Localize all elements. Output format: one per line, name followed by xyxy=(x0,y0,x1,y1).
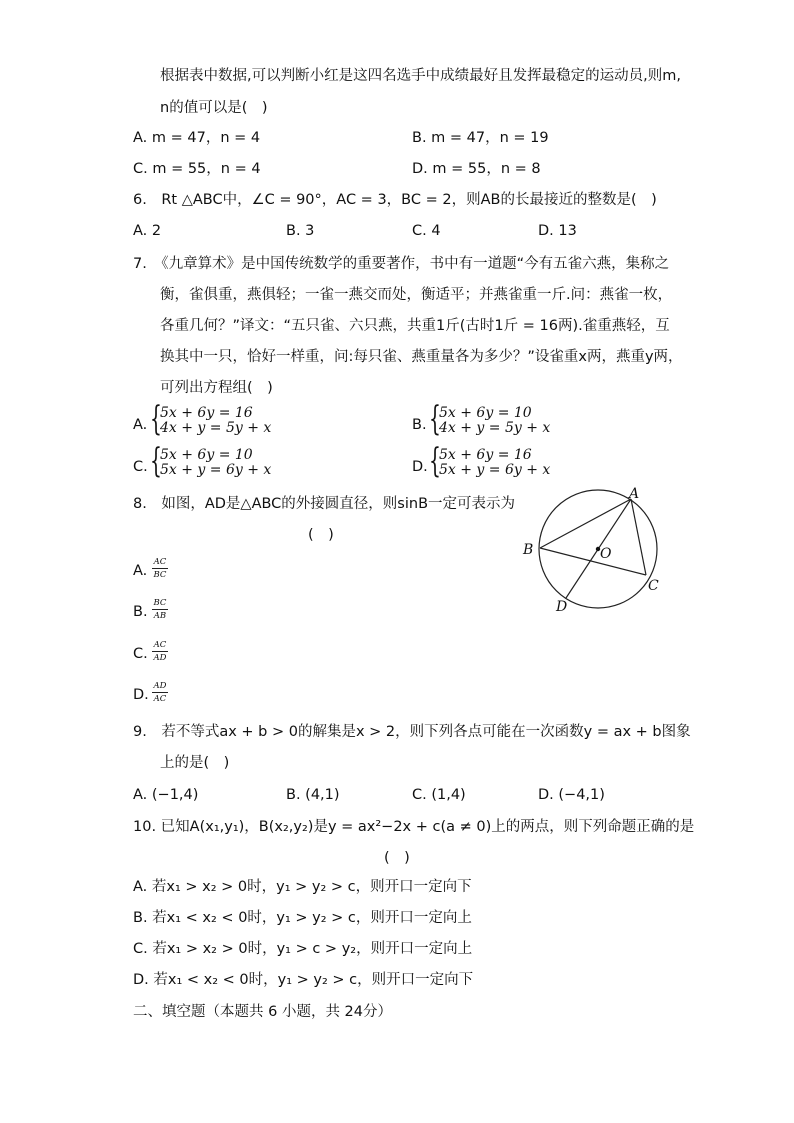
q7-line4: 换其中一只，恰好一样重，问:每只雀、燕重量各为多少？”设雀重x两，燕重y两， xyxy=(160,349,683,365)
q8-option-d-fraction xyxy=(152,681,168,704)
q7-option-b-label: B. xyxy=(412,417,427,433)
q10-option-b: B. 若x₁ < x₂ < 0时，y₁ > y₂ > c，则开口一定向上 xyxy=(133,910,472,926)
label-a: A xyxy=(629,486,640,502)
q7-line1: 7. 《九章算术》是中国传统数学的重要著作，书中有一道题“今有五雀六燕，集称之 xyxy=(133,256,670,272)
q8-option-b-label: B. xyxy=(133,604,148,620)
q9-line2: 上的是( ) xyxy=(160,755,230,771)
q8-option-b-fraction xyxy=(152,598,168,621)
q6-text: 6. Rt △ABC中，∠C = 90°，AC = 3，BC = 2，则AB的长最接近的整数是( ) xyxy=(133,192,657,208)
equation: 5x + y = 6y + x xyxy=(439,462,551,478)
brace-icon: { xyxy=(429,441,441,481)
equation: 5x + 6y = 10 xyxy=(439,405,532,421)
q5-line1: 根据表中数据,可以判断小红是这四名选手中成绩最好且发挥最稳定的运动员,则m, xyxy=(160,68,681,84)
equation: 5x + 6y = 16 xyxy=(439,447,532,463)
q8-text: 8. 如图，AD是△ABC的外接圆直径，则sinB一定可表示为 xyxy=(133,496,516,512)
denominator: AC xyxy=(153,694,167,704)
q5-option-b: B. m = 47，n = 19 xyxy=(412,130,549,146)
brace-icon: { xyxy=(429,399,441,439)
q10-paren: ( ) xyxy=(384,850,410,866)
q6-option-a: A. 2 xyxy=(133,223,162,239)
q7-line5: 可列出方程组( ) xyxy=(160,380,273,396)
q9-option-d: D. (−4,1) xyxy=(538,787,605,803)
label-d: D xyxy=(556,599,568,615)
q7-line3: 各重几何？”译文：“五只雀、六只燕，共重1斤(古时1斤 = 16两).雀重燕轻，互 xyxy=(160,318,670,334)
q9-line1: 9. 若不等式ax + b > 0的解集是x > 2，则下列各点可能在一次函数y = ax + b图象 xyxy=(133,724,691,740)
brace-icon: { xyxy=(150,441,162,481)
q6-option-c: C. 4 xyxy=(412,223,441,239)
brace-icon: { xyxy=(150,399,162,439)
q9-option-a: A. (−1,4) xyxy=(133,787,199,803)
q7-option-d-label: D. xyxy=(412,459,428,475)
q8-option-c-fraction xyxy=(152,640,168,663)
segment-bc xyxy=(540,548,646,575)
label-c: C xyxy=(648,578,659,594)
q9-option-b: B. (4,1) xyxy=(286,787,340,803)
q6-option-d: D. 13 xyxy=(538,223,577,239)
equation: 5x + y = 6y + x xyxy=(160,462,272,478)
section-heading: 二、填空题（本题共 6 小题，共 24分） xyxy=(133,1004,393,1020)
label-o: O xyxy=(600,546,612,562)
q8-option-a-label: A. xyxy=(133,563,148,579)
q8-option-c-label: C. xyxy=(133,646,148,662)
q5-option-d: D. m = 55，n = 8 xyxy=(412,161,541,177)
q7-option-c-label: C. xyxy=(133,459,148,475)
numerator: BC xyxy=(153,598,167,608)
q10-option-d: D. 若x₁ < x₂ < 0时，y₁ > y₂ > c，则开口一定向下 xyxy=(133,972,474,988)
q7-line2: 衡，雀俱重，燕俱轻；一雀一燕交而处，衡适平；并燕雀重一斤.问：燕雀一枚， xyxy=(160,287,673,303)
circle-diagram xyxy=(510,484,680,616)
q5-option-a: A. m = 47，n = 4 xyxy=(133,130,261,146)
q6-option-b: B. 3 xyxy=(286,223,315,239)
q8-paren: ( ) xyxy=(308,527,334,543)
q10-option-a: A. 若x₁ > x₂ > 0时，y₁ > y₂ > c，则开口一定向下 xyxy=(133,879,472,895)
numerator: AD xyxy=(153,681,167,691)
equation: 4x + y = 5y + x xyxy=(160,420,272,436)
numerator: AC xyxy=(153,640,167,650)
equation: 5x + 6y = 10 xyxy=(160,447,253,463)
q8-option-d-label: D. xyxy=(133,687,149,703)
segment-ab xyxy=(540,499,631,548)
denominator: AD xyxy=(153,653,167,663)
q5-line2: n的值可以是( ) xyxy=(160,100,268,116)
numerator: AC xyxy=(153,557,167,567)
denominator: BC xyxy=(153,570,167,580)
equation: 5x + 6y = 16 xyxy=(160,405,253,421)
q7-option-a-label: A. xyxy=(133,417,148,433)
segment-ac xyxy=(631,499,646,575)
q10-line1: 10. 已知A(x₁,y₁)，B(x₂,y₂)是y = ax²−2x + c(a ≠ 0)上的两点，则下列命题正确的是 xyxy=(133,819,695,835)
q9-option-c: C. (1,4) xyxy=(412,787,466,803)
equation: 4x + y = 5y + x xyxy=(439,420,551,436)
q8-option-a-fraction xyxy=(152,557,168,580)
denominator: AB xyxy=(153,611,167,621)
q10-option-c: C. 若x₁ > x₂ > 0时，y₁ > c > y₂，则开口一定向上 xyxy=(133,941,473,957)
label-b: B xyxy=(523,542,534,558)
q5-option-c: C. m = 55，n = 4 xyxy=(133,161,261,177)
